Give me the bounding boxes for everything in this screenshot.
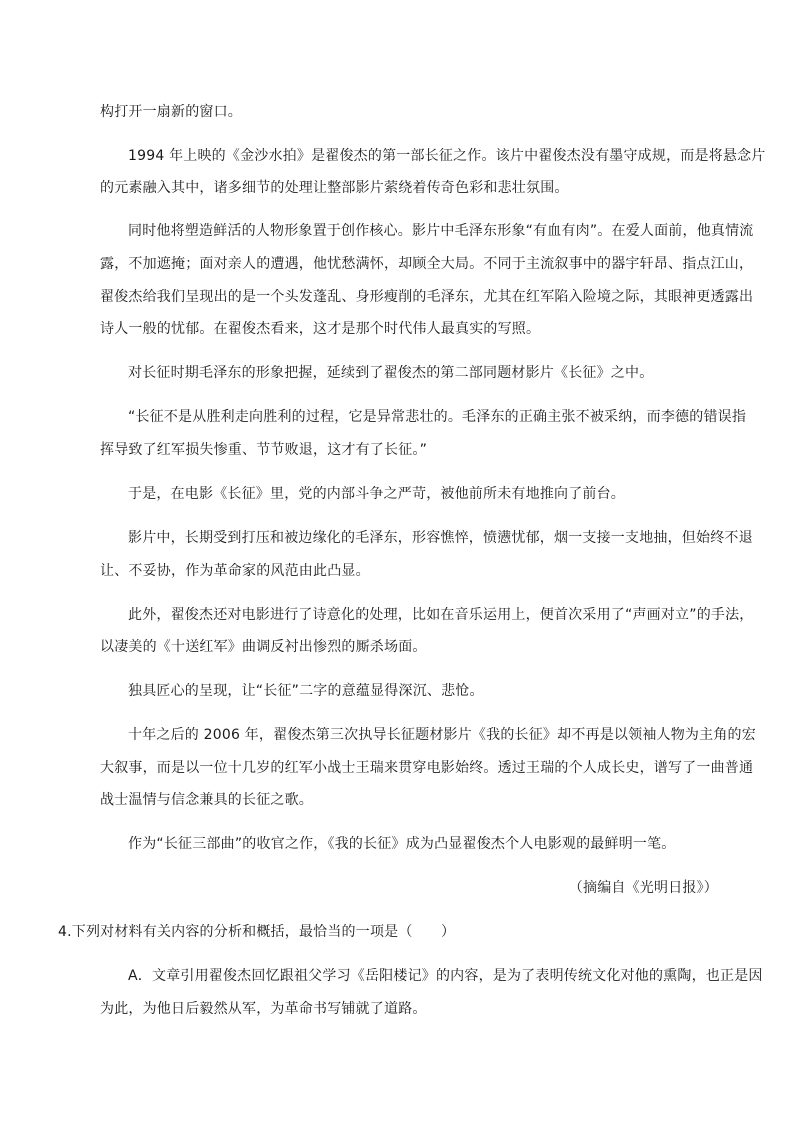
- question-4-prompt: 4.下列对材料有关内容的分析和概括，最恰当的一项是（ ）: [58, 924, 456, 940]
- paragraph-1-line-2: 的元素融入其中，诸多细节的处理让整部影片萦绕着传奇色彩和悲壮氛围。: [100, 180, 569, 196]
- paragraph-2-line-1: 同时他将塑造鲜活的人物形象置于创作核心。影片中毛泽东形象“有血有肉”。在爱人面前，他真情流: [128, 223, 754, 239]
- paragraph-9-line-1: 作为“长征三部曲”的收官之作，《我的长征》成为凸显翟俊杰个人电影观的最鲜明一笔。: [128, 836, 676, 852]
- paragraph-6-line-1: 此外，翟俊杰还对电影进行了诗意化的处理，比如在音乐运用上，便首次采用了“声画对立”的手法，: [128, 607, 754, 623]
- paragraph-7-line-1: 独具匠心的呈现，让“长征”二字的意蕴显得深沉、悲怆。: [128, 683, 484, 699]
- option-a-line-2: 为此，为他日后毅然从军，为革命书写铺就了道路。: [100, 1001, 427, 1017]
- paragraph-8-line-3: 战士温情与信念兼具的长征之歌。: [100, 792, 313, 808]
- paragraph-8-line-2: 大叙事，而是以一位十几岁的红军小战士王瑞来贯穿电影始终。透过王瑞的个人成长史，谱写了一曲普通: [100, 760, 754, 776]
- paragraph-6-line-2: 以凄美的《十送红军》曲调反衬出惨烈的厮杀场面。: [100, 639, 427, 655]
- option-a-line-1: A．文章引用翟俊杰回忆跟祖父学习《岳阳楼记》的内容，是为了表明传统文化对他的熏陶，也正是因: [128, 968, 763, 984]
- paragraph-4-line-1: 于是，在电影《长征》里，党的内部斗争之严苛，被他前所未有地推向了前台。: [128, 486, 625, 502]
- quote-line-2: 挥导致了红军损失惨重、节节败退，这才有了长征。”: [100, 442, 428, 458]
- paragraph-2-line-3: 翟俊杰给我们呈现出的是一个头发蓬乱、身形瘦削的毛泽东，尤其在红军陷入险境之际，其眼神更透露出: [100, 289, 754, 305]
- paragraph-2-line-2: 露，不加遮掩；面对亲人的遭遇，他忧愁满怀，却顾全大局。不同于主流叙事中的器宇轩昂、指点江山，: [100, 256, 754, 272]
- paragraph-8-line-1: 十年之后的 2006 年，翟俊杰第三次执导长征题材影片《我的长征》却不再是以领袖人物为主角的宏: [128, 727, 756, 743]
- quote-line-1: “长征不是从胜利走向胜利的过程，它是异常悲壮的。毛泽东的正确主张不被采纳，而李德的错误指: [128, 409, 747, 425]
- paragraph-5-line-1: 影片中，长期受到打压和被边缘化的毛泽东，形容憔悴，愤懑忧郁，烟一支接一支地抽，但始终不退: [128, 530, 753, 546]
- source-citation: （摘编自《光明日报》）: [568, 880, 718, 896]
- paragraph-continuation-line: 构打开一扇新的窗口。: [100, 104, 242, 120]
- paragraph-5-line-2: 让、不妥协，作为革命家的风范由此凸显。: [100, 563, 370, 579]
- paragraph-1-line-1: 1994 年上映的《金沙水拍》是翟俊杰的第一部长征之作。该片中翟俊杰没有墨守成规，而是将悬念片: [128, 148, 766, 164]
- paragraph-3-line-1: 对长征时期毛泽东的形象把握，延续到了翟俊杰的第二部同题材影片《长征》之中。: [128, 365, 654, 381]
- paragraph-2-line-4: 诗人一般的忧郁。在翟俊杰看来，这才是那个时代伟人最真实的写照。: [100, 321, 541, 337]
